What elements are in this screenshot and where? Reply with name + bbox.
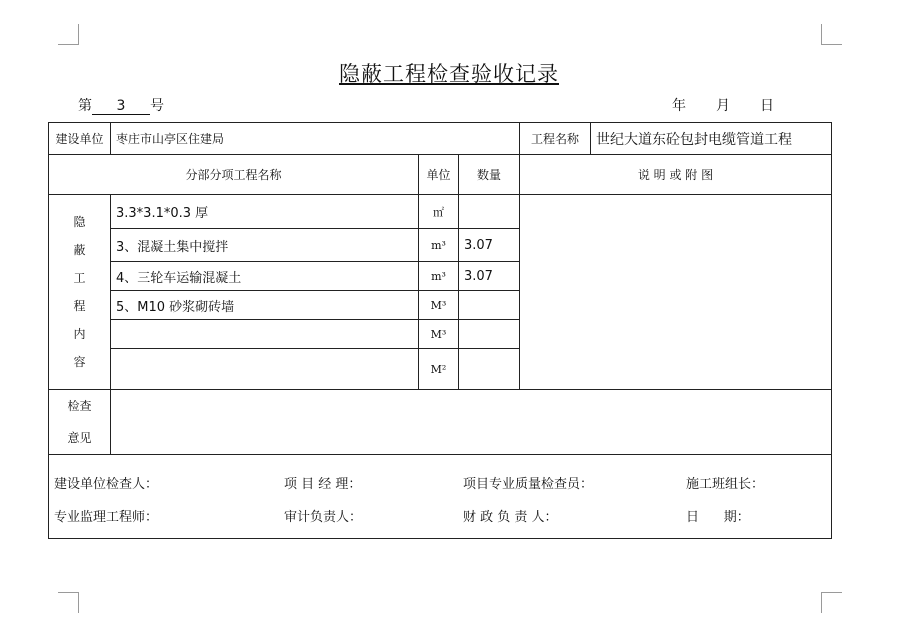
column-header-qty: 数量 — [459, 155, 520, 195]
item-qty[interactable] — [459, 291, 520, 320]
hidden-work-char: 隐 — [73, 215, 86, 229]
hidden-work-char: 工 — [73, 271, 86, 285]
record-number-value[interactable]: 3 — [92, 98, 150, 115]
record-date — [672, 95, 774, 115]
corner-mark-bottom-left — [58, 592, 79, 613]
project-name-value[interactable]: 世纪大道东砼包封电缆管道工程 — [591, 123, 832, 155]
sig-date[interactable]: 日 期： — [686, 510, 750, 525]
corner-mark-bottom-right — [821, 592, 842, 613]
sig-audit-head[interactable]: 审计负责人： — [284, 510, 363, 525]
column-header-item: 分部分项工程名称 — [49, 155, 419, 195]
item-name[interactable] — [111, 349, 419, 390]
page-title: 隐蔽工程检查验收记录 — [339, 62, 559, 86]
item-name[interactable]: 3.3*3.1*0.3 厚 — [111, 195, 419, 229]
date-year[interactable]: 年 — [672, 98, 686, 114]
item-qty[interactable] — [459, 195, 520, 229]
signature-area — [49, 455, 832, 539]
item-qty[interactable]: 3.07 — [459, 229, 520, 262]
item-unit[interactable]: M² — [419, 349, 459, 390]
date-day[interactable]: 日 — [760, 98, 774, 114]
record-number-prefix: 第 — [78, 98, 92, 114]
sig-team-leader[interactable]: 施工班组长： — [686, 477, 765, 492]
item-unit[interactable]: M³ — [419, 291, 459, 320]
hidden-work-char: 程 — [73, 299, 86, 313]
inspection-opinion-area[interactable] — [111, 390, 832, 455]
corner-mark-top-right — [821, 24, 842, 45]
item-qty[interactable] — [459, 320, 520, 349]
hidden-work-char: 蔽 — [73, 243, 86, 257]
corner-mark-top-left — [58, 24, 79, 45]
column-header-note: 说 明 或 附 图 — [520, 155, 832, 195]
build-unit-label: 建设单位 — [49, 123, 111, 155]
item-unit[interactable]: m³ — [419, 262, 459, 291]
sig-build-inspector[interactable]: 建设单位检查人： — [54, 477, 159, 492]
item-name[interactable]: 5、M10 砂浆砌砖墙 — [111, 291, 419, 320]
inspection-label-line: 意见 — [67, 431, 92, 445]
record-number — [78, 95, 164, 115]
item-name[interactable]: 4、三轮车运输混凝土 — [111, 262, 419, 291]
item-name[interactable] — [111, 320, 419, 349]
inspection-label-line: 检查 — [67, 399, 92, 413]
inspection-label — [49, 390, 111, 455]
sig-project-manager[interactable]: 项 目 经 理： — [284, 477, 362, 492]
item-unit[interactable]: m³ — [419, 229, 459, 262]
record-number-suffix: 号 — [150, 98, 164, 114]
sig-finance-head[interactable]: 财 政 负 责 人： — [463, 510, 558, 525]
item-qty[interactable]: 3.07 — [459, 262, 520, 291]
column-header-unit: 单位 — [419, 155, 459, 195]
hidden-work-label — [49, 195, 111, 390]
note-area[interactable] — [520, 195, 832, 390]
sig-supervision-engineer[interactable]: 专业监理工程师： — [54, 510, 159, 525]
build-unit-value[interactable]: 枣庄市山亭区住建局 — [111, 123, 520, 155]
item-name[interactable]: 3、混凝土集中搅拌 — [111, 229, 419, 262]
hidden-work-char: 容 — [73, 355, 86, 369]
item-qty[interactable] — [459, 349, 520, 390]
hidden-work-char: 内 — [73, 327, 86, 341]
item-unit[interactable]: ㎡ — [419, 195, 459, 229]
sig-quality-inspector[interactable]: 项目专业质量检查员： — [463, 477, 594, 492]
project-name-label: 工程名称 — [520, 123, 591, 155]
item-unit[interactable]: M³ — [419, 320, 459, 349]
date-month[interactable]: 月 — [716, 98, 730, 114]
